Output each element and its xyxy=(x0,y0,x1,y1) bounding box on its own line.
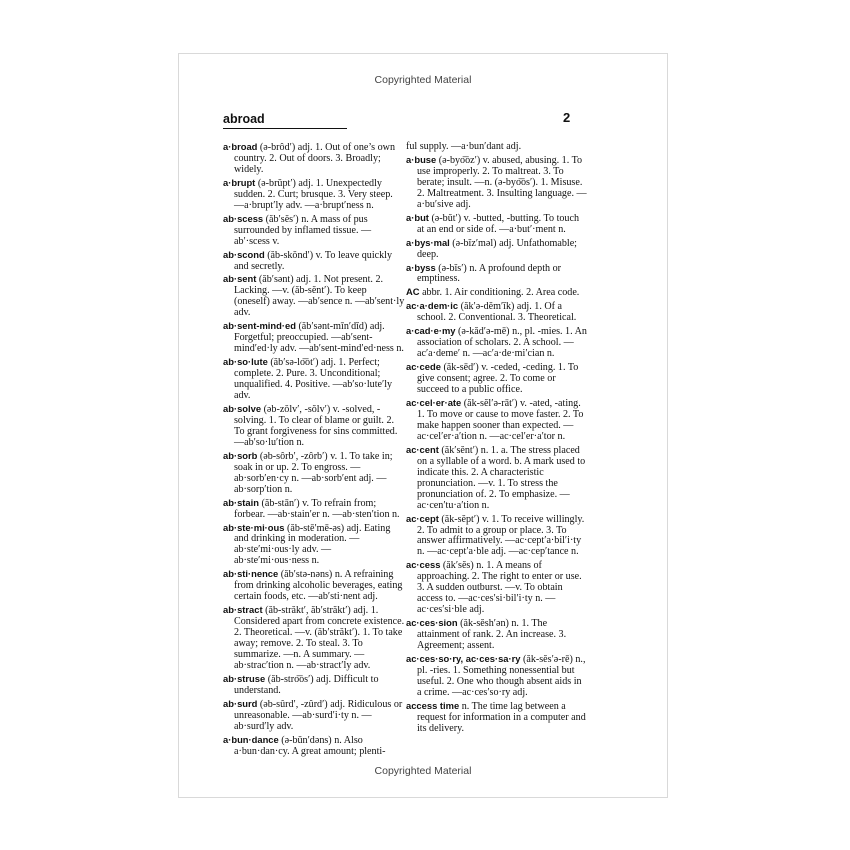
entry-definition: (ăk′sĕs) n. 1. A means of approaching. 2. The right to enter or use. 3. A sudden outburst. —v. To obtain access to. —ac·ces′si·bil′i·ty n. —ac·ces′si·ble adj. xyxy=(417,560,582,616)
dictionary-entry xyxy=(223,250,405,273)
entry-headword: ac·cede xyxy=(406,361,441,373)
copyright-notice-top: Copyrighted Material xyxy=(374,74,472,86)
dictionary-entry xyxy=(223,451,405,496)
entry-definition: (ăb′sənt) adj. 1. Not present. 2. Lacking. —v. (ăb-sĕnt′). To keep (oneself) away. —ab′sence n. —ab′sent·ly adv. xyxy=(234,274,405,319)
entry-definition: (əb-sôrb′, -zôrb′) v. 1. To take in; soak in or up. 2. To engross. —ab·sorb′en·cy n. —ab·sorb′ent adj. —ab·sorp′tion n. xyxy=(234,450,393,495)
dictionary-entry xyxy=(406,326,588,360)
entry-definition: (ə-bŭt′) v. -butted, -butting. To touch at an end or side of. —a·but′·ment n. xyxy=(417,212,579,235)
dictionary-entry xyxy=(406,560,588,616)
entry-definition: n. The time lag between a request for information in a computer and its delivery. xyxy=(417,700,586,734)
entry-headword: ab·sent-mind·ed xyxy=(223,320,296,332)
entry-headword: ab·ste·mi·ous xyxy=(223,521,285,533)
entry-definition: (ăk-sĕpt′) v. 1. To receive willingly. 2. To admit to a group or place. 3. To answer affirmatively. —ac·cept′a·bil′i·ty n. —ac·cept′a·ble adj. —ac·cep′tance n. xyxy=(417,513,585,558)
entry-definition: (ə-brôd′) adj. 1. Out of one’s own country. 2. Out of doors. 3. Broadly; widely. xyxy=(234,142,395,175)
dictionary-entry xyxy=(406,213,588,236)
dictionary-entry xyxy=(406,287,588,299)
dictionary-entry xyxy=(223,605,405,672)
dictionary-entry xyxy=(406,142,588,153)
entry-headword: ac·ces·sion xyxy=(406,617,458,629)
dictionary-page xyxy=(178,53,668,798)
entry-headword: ab·sorb xyxy=(223,449,258,461)
entry-definition: (ăb-stē′mē-əs) adj. Eating and drinking in moderation. —ab·ste′mi·ous·ly adv. —ab·ste′mi·ous·ness n. xyxy=(234,522,391,567)
dictionary-entry xyxy=(406,263,588,286)
entry-definition: (ăk-sĕs′ə-rē) n., pl. -ries. 1. Something nonessential but useful. 2. One who though absent aids in a crime. —ac·ces′so·ry adj. xyxy=(417,653,586,698)
entry-headword: access time xyxy=(406,699,460,711)
entry-definition: (ăb′stə-nəns) n. A refraining from drinking alcoholic beverages, eating certain foods, etc. —ab′sti·nent adj. xyxy=(234,569,403,603)
entry-headword: ab·sent xyxy=(223,273,257,285)
dictionary-entry xyxy=(223,142,405,176)
dictionary-entry xyxy=(406,362,588,396)
entry-headword: a·buse xyxy=(406,153,437,165)
dictionary-entry xyxy=(223,357,405,402)
entry-headword: ab·solve xyxy=(223,402,262,414)
dictionary-entry xyxy=(223,214,405,248)
entry-definition: (ə-kăd′ə-mē) n., pl. -mies. 1. An association of scholars. 2. A school. —ac′a·deme′ n. —ac′a·de·mi′cian n. xyxy=(417,326,587,360)
entry-definition: (ə-brŭpt′) adj. 1. Unexpectedly sudden. 2. Curt; brusque. 3. Very steep. —a·brupt′ly adv. —a·brupt′ness n. xyxy=(234,177,393,211)
dictionary-entry xyxy=(406,238,588,261)
entry-headword: AC xyxy=(406,286,420,298)
copyright-notice-bottom: Copyrighted Material xyxy=(374,765,472,777)
entry-definition: (ə-byo͞oz′) v. abused, abusing. 1. To use improperly. 2. To maltreat. 3. To berate; insult. —n. (ə-byo͞os′). 1. Misuse. 2. Maltreatment. 3. Insulting language. —a·bu′sive adj. xyxy=(417,154,587,210)
dictionary-entry xyxy=(406,445,588,512)
entry-headword: a·cad·e·my xyxy=(406,325,456,337)
dictionary-entry xyxy=(406,514,588,559)
entry-headword: a·broad xyxy=(223,141,258,152)
entry-headword: ac·cent xyxy=(406,443,439,455)
entry-definition: (ăk′sĕnt′) n. 1. a. The stress placed on a syllable of a word. b. A mark used to indicate this. 2. A characteristic pronunciation. —v. 1. To stress the pronunciation of. 2. To emphasize. —ac·cen′tu·a′tion n. xyxy=(417,444,586,511)
entry-definition: (ăk-sĕl′ə-rāt′) v. -ated, -ating. 1. To move or cause to move faster. 2. To make happen sooner than expected. —ac·cel′er·a′tion n. —ac·cel′er·a′tor n. xyxy=(417,398,584,442)
entry-definition: (ăb-stān′) v. To refrain from; forbear. —ab·stain′er n. —ab·sten′tion n. xyxy=(234,497,400,520)
entry-definition: (ăb-străkt′, ăb′străkt′) adj. 1. Considered apart from concrete existence. 2. Theoretical. —v. (ăb′străkt′). 1. To take away; remove. 2. To steal. 3. To summarize. —n. A summary. —ab·strac′tion n. —ab·stract′ly adv. xyxy=(234,605,405,671)
entry-definition: (ăb-stro͞os′) adj. Difficult to understand. xyxy=(234,673,379,696)
dictionary-entry xyxy=(406,654,588,699)
right-column xyxy=(406,142,588,737)
page-number: 2 xyxy=(563,110,571,125)
entry-headword: a·bys·mal xyxy=(406,236,450,248)
dictionary-entry xyxy=(223,274,405,319)
entry-headword: ab·stract xyxy=(223,604,263,616)
entry-definition: (ăb′sənt-mīn′dĭd) adj. Forgetful; preoccupied. —ab′sent-mind′ed·ly adv. —ab′sent-mind′ed·ness n. xyxy=(234,321,404,355)
dictionary-entry xyxy=(223,404,405,449)
entry-definition: (ăb-skŏnd′) v. To leave quickly and secretly. xyxy=(234,249,393,272)
entry-headword: ab·scond xyxy=(223,248,265,260)
entry-headword: ac·a·dem·ic xyxy=(406,300,459,312)
entry-definition: (ăk′ə-dĕm′ĭk) adj. 1. Of a school. 2. Conventional. 3. Theoretical. xyxy=(417,301,577,324)
dictionary-entry xyxy=(406,301,588,324)
guide-word-rule xyxy=(223,128,347,129)
entry-headword: ac·cept xyxy=(406,512,439,524)
dictionary-entry xyxy=(223,178,405,212)
dictionary-entry xyxy=(406,701,588,735)
entry-headword: a·byss xyxy=(406,261,436,273)
entry-headword: ab·struse xyxy=(223,672,266,684)
entry-headword: ac·ces·so·ry, ac·ces·sa·ry xyxy=(406,652,521,664)
dictionary-entry xyxy=(406,155,588,211)
entry-headword: ab·so·lute xyxy=(223,356,268,368)
entry-headword: ab·scess xyxy=(223,212,264,224)
dictionary-entry xyxy=(406,618,588,652)
entry-headword: a·brupt xyxy=(223,176,256,188)
entry-definition: ful supply. —a·bun′dant adj. xyxy=(406,141,522,152)
entry-definition: (ə-bĭz′məl) adj. Unfathomable; deep. xyxy=(417,237,577,260)
left-column xyxy=(223,142,405,760)
entry-definition: (ăk-sĕsh′ən) n. 1. The attainment of rank. 2. An increase. 3. Agreement; assent. xyxy=(417,618,567,652)
dictionary-entry xyxy=(223,498,405,521)
dictionary-entry xyxy=(223,674,405,697)
entry-definition: abbr. 1. Air conditioning. 2. Area code. xyxy=(419,287,580,299)
entry-headword: ab·stain xyxy=(223,496,259,508)
entry-headword: a·but xyxy=(406,211,429,223)
dictionary-entry xyxy=(406,398,588,443)
entry-definition: (ăk-sēd′) v. -ceded, -ceding. 1. To give consent; agree. 2. To come or succeed to a public office. xyxy=(417,362,579,396)
guide-word: abroad xyxy=(223,112,265,126)
entry-definition: (ə-bĭs′) n. A profound depth or emptiness. xyxy=(417,262,561,285)
dictionary-entry xyxy=(223,321,405,355)
dictionary-entry xyxy=(223,523,405,568)
entry-headword: a·bun·dance xyxy=(223,733,279,745)
entry-definition: (ăb′sĕs′) n. A mass of pus surrounded by inflamed tissue. —ab′·scess v. xyxy=(234,213,372,247)
entry-headword: ab·surd xyxy=(223,697,258,709)
entry-definition: (ə-bŭn′dəns) n. Also a·bun·dan·cy. A great amount; plenti- xyxy=(234,734,386,757)
entry-headword: ac·cel·er·ate xyxy=(406,397,462,409)
dictionary-entry xyxy=(223,569,405,603)
dictionary-entry xyxy=(223,735,405,758)
entry-definition: (əb-sûrd′, -zûrd′) adj. Ridiculous or unreasonable. —ab·surd′i·ty n. —ab·surd′ly adv. xyxy=(234,698,403,732)
entry-headword: ac·cess xyxy=(406,559,441,571)
entry-definition: (əb-zŏlv′, -sŏlv′) v. -solved, -solving. 1. To clear of blame or guilt. 2. To grant forgiveness for sins committed. —ab′so·lu′tion n. xyxy=(234,403,398,448)
entry-definition: (ăb′sə-lo͞ot′) adj. 1. Perfect; complete. 2. Pure. 3. Unconditional; unqualified. 4. Positive. —ab′so·lute′ly adv. xyxy=(234,357,393,402)
entry-headword: ab·sti·nence xyxy=(223,568,279,580)
dictionary-entry xyxy=(223,699,405,733)
